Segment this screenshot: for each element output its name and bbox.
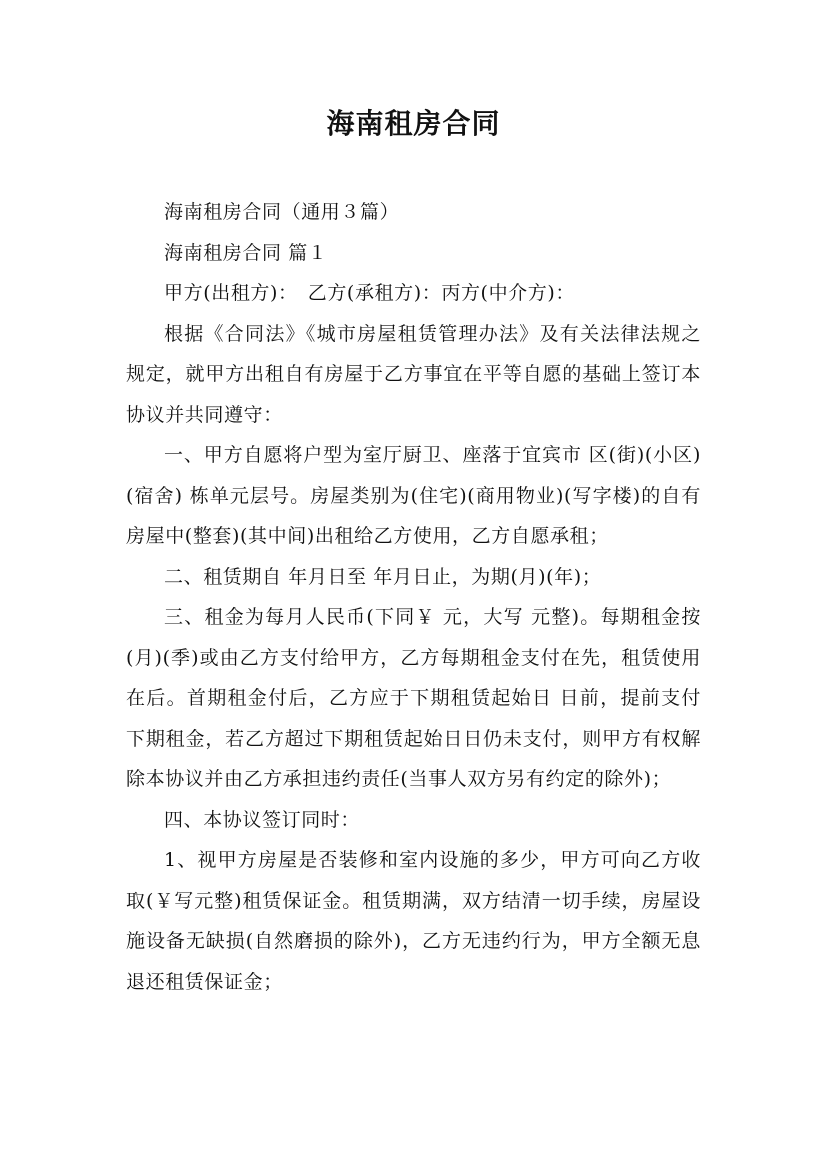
paragraph-clause-1: 一、甲方自愿将户型为室厅厨卫、座落于宜宾市 区(街)(小区)(宿舍) 栋单元层号。房屋类别为(住宅)(商用物业)(写字楼)的自有房屋中(整套)(其中间)出租给乙方使用，乙方自愿承租； xyxy=(126,444,701,547)
paragraph-clause-4: 四、本协议签订同时： xyxy=(164,808,361,831)
paragraph-section-heading: 海南租房合同 篇１ xyxy=(164,241,328,264)
paragraph-clause-3: 三、租金为每月人民币(下同￥ 元，大写 元整)。每期租金按(月)(季)或由乙方支付给甲方，乙方每期租金支付在先，租赁使用在后。首期租金付后，乙方应于下期租赁起始日 日前，提前支付下期租金，若乙方超过下期租赁起始日日仍未支付，则甲方有权解除本协议并由乙方承担违约责任(当事人双方另有约定的除外)； xyxy=(126,606,701,790)
document-title: 海南租房合同 xyxy=(326,107,501,140)
document-body xyxy=(126,192,701,1002)
paragraph-subtitle: 海南租房合同（通用３篇） xyxy=(164,201,400,223)
paragraph-preamble: 根据《合同法》《城市房屋租赁管理办法》及有关法律法规之规定，就甲方出租自有房屋于乙方事宜在平等自愿的基础上签订本协议并共同遵守： xyxy=(126,322,701,426)
paragraph-parties: 甲方(出租方)： 乙方(承租方)：丙方(中介方)： xyxy=(164,282,575,304)
paragraph-clause-4-1: 1、视甲方房屋是否装修和室内设施的多少，甲方可向乙方收取(￥写元整)租赁保证金。租赁期满，双方结清一切手续，房屋设施设备无缺损(自然磨损的除外)，乙方无违约行为，甲方全额无息退还租赁保证金； xyxy=(126,849,701,993)
paragraph-clause-2: 二、租赁期自 年月日至 年月日止，为期(月)(年)； xyxy=(164,565,602,588)
